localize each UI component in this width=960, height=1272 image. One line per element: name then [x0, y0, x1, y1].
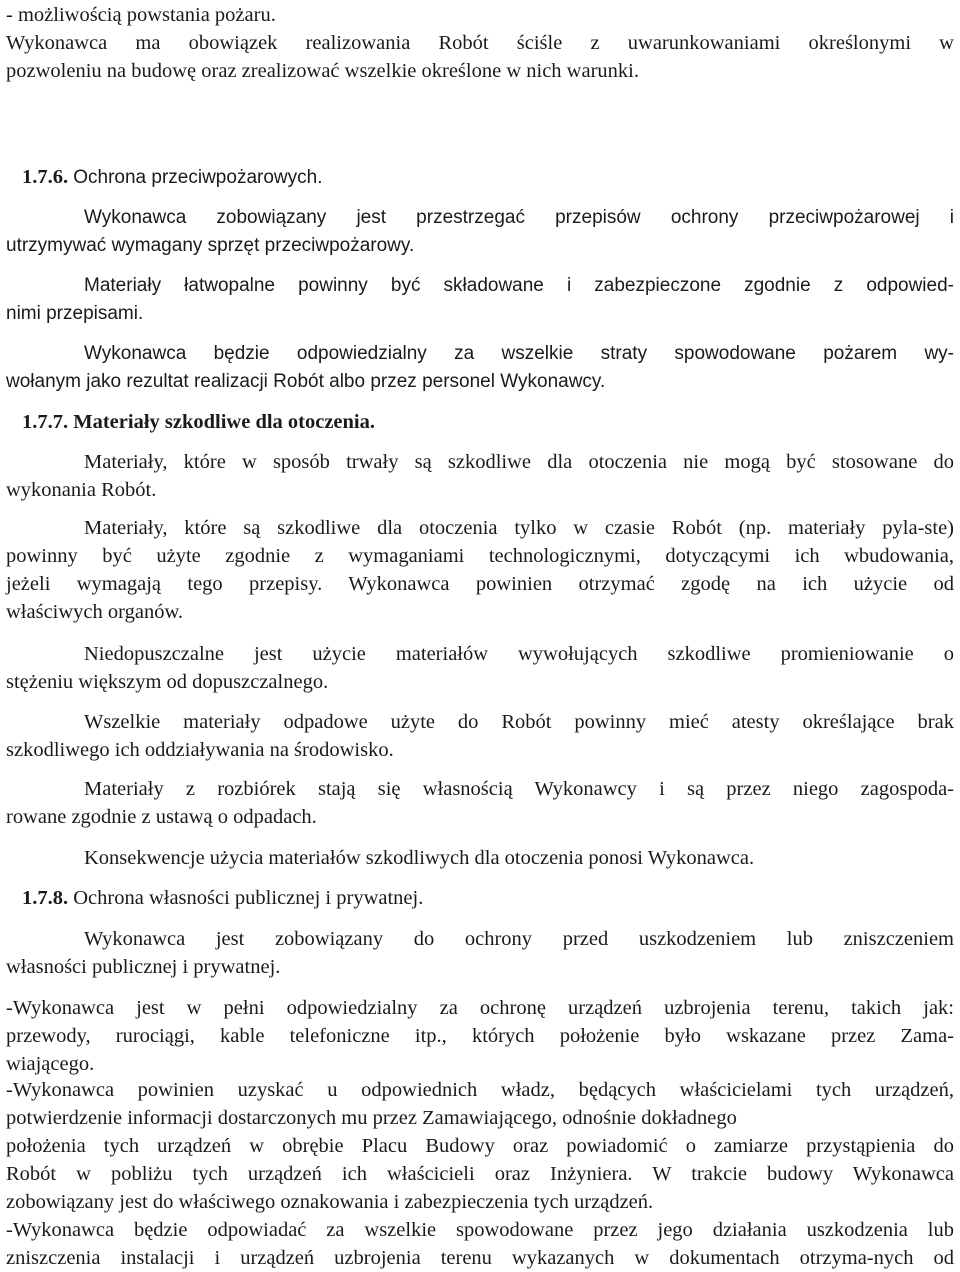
text-line: Materiały, które w sposób trwały są szkodliwe dla otoczenia nie mogą być stosowane do — [84, 451, 954, 473]
text-line: wołanym jako rezultat realizacji Robót albo przez personel Wykonawcy. — [6, 371, 606, 392]
text-line: - możliwością powstania pożaru. — [6, 4, 276, 26]
text-line: powinny być użyte zgodnie z wymaganiami technologicznymi, dotyczącymi ich wbudowania, — [6, 545, 954, 567]
text-line: Wszelkie materiały odpadowe użyte do Robót powinny mieć atesty określające brak — [84, 711, 954, 733]
section-title: Materiały szkodliwe dla otoczenia. — [73, 411, 376, 433]
text-line: zniszczenia instalacji i urządzeń uzbrojenia terenu wykazanych w dokumentach otrzyma-nych od — [6, 1247, 954, 1269]
section-heading-1-7-8 — [22, 885, 960, 911]
text-line: stężeniu większym od dopuszczalnego. — [6, 671, 329, 693]
text-line: Wykonawca ma obowiązek realizowania Robót ściśle z uwarunkowaniami określonymi w — [6, 32, 954, 54]
text-line: Materiały łatwopalne powinny być składowane i zabezpieczone zgodnie z odpowied- — [84, 275, 954, 296]
section-title: Ochrona przeciwpożarowych. — [73, 167, 323, 188]
section-title: Ochrona własności publicznej i prywatnej. — [73, 887, 424, 909]
text-line: wykonania Robót. — [6, 479, 157, 501]
text-line: -Wykonawca powinien uzyskać u odpowiednich władz, będących właścicielami tych urządzeń, — [6, 1079, 954, 1101]
text-line: Wykonawca jest zobowiązany do ochrony przed uszkodzeniem lub zniszczeniem — [84, 928, 954, 950]
text-line: właściwych organów. — [6, 601, 184, 623]
section-number: 1.7.6. — [22, 166, 69, 188]
section-heading-1-7-6 — [22, 164, 960, 190]
text-line: -Wykonawca będzie odpowiadać za wszelkie spowodowane przez jego działania uszkodzenia lub — [6, 1219, 954, 1241]
text-line: nimi przepisami. — [6, 303, 144, 324]
text-line: jeżeli wymagają tego przepisy. Wykonawca powinien otrzymać zgodę na ich użycie od — [6, 573, 954, 595]
text-line: własności publicznej i prywatnej. — [6, 956, 281, 978]
text-line: pozwoleniu na budowę oraz zrealizować wszelkie określone w nich warunki. — [6, 60, 639, 82]
text-line: rowane zgodnie z ustawą o odpadach. — [6, 806, 317, 828]
text-line: Materiały z rozbiórek stają się własnością Wykonawcy i są przez niego zagospoda- — [84, 778, 954, 800]
text-line: Konsekwencje użycia materiałów szkodliwych dla otoczenia ponosi Wykonawca. — [84, 847, 755, 869]
text-line: -Wykonawca jest w pełni odpowiedzialny za ochronę urządzeń uzbrojenia terenu, takich jak: — [6, 997, 954, 1019]
text-line: szkodliwego ich oddziaływania na środowisko. — [6, 739, 394, 761]
section-heading-1-7-7 — [22, 409, 960, 435]
text-line: Niedopuszczalne jest użycie materiałów wywołujących szkodliwe promieniowanie o — [84, 643, 954, 665]
text-line: utrzymywać wymagany sprzęt przeciwpożarowy. — [6, 235, 415, 256]
text-line: Wykonawca zobowiązany jest przestrzegać przepisów ochrony przeciwpożarowej i — [84, 207, 954, 228]
text-line: Wykonawca będzie odpowiedzialny za wszelkie straty spowodowane pożarem wy- — [84, 343, 954, 364]
section-number: 1.7.7. — [22, 411, 69, 433]
text-line: wiającego. — [6, 1053, 95, 1075]
text-line: położenia tych urządzeń w obrębie Placu Budowy oraz powiadomić o zamiarze przystąpienia do — [6, 1135, 954, 1157]
text-line: potwierdzenie informacji dostarczonych mu przez Zamawiającego, odnośnie dokładnego — [6, 1107, 737, 1129]
text-line: Robót w pobliżu tych urządzeń ich właścicieli oraz Inżyniera. W trakcie budowy Wykonawca — [6, 1163, 954, 1185]
section-number: 1.7.8. — [22, 887, 69, 909]
text-line: zobowiązany jest do właściwego oznakowania i zabezpieczenia tych urządzeń. — [6, 1191, 654, 1213]
text-line: Materiały, które są szkodliwe dla otoczenia tylko w czasie Robót (np. materiały pyla-ste) — [84, 517, 954, 539]
text-line: przewody, rurociągi, kable telefoniczne itp., których położenie było wskazane przez Zama- — [6, 1025, 954, 1047]
